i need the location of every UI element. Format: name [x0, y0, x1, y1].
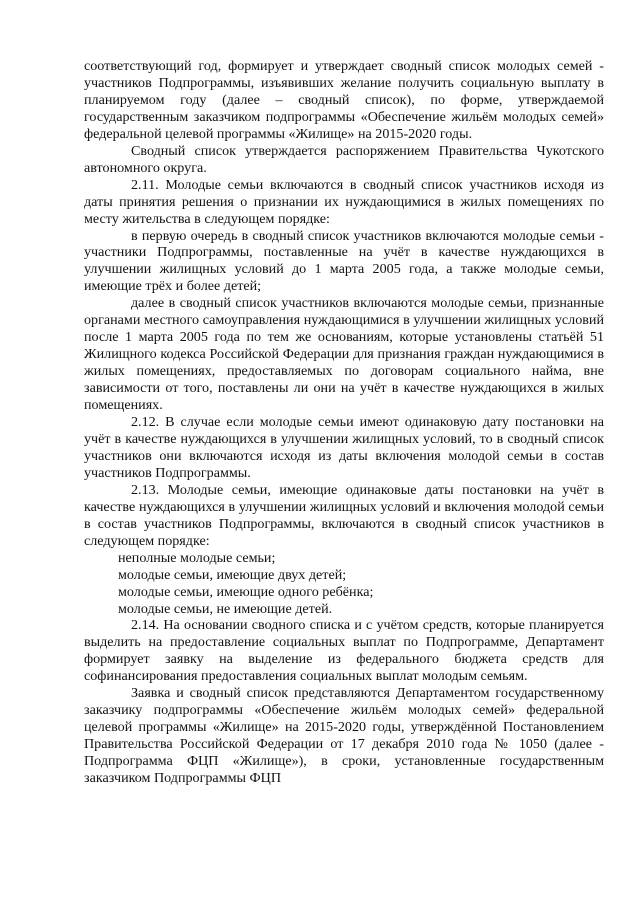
paragraph-application: Заявка и сводный список представляются Департаментом государственному заказчику подпрограммы «Обеспечение жильём молодых семей» федеральной целевой программы «Жилище» на 2015-2020 годы, утверждённой Постановлением Правительства Российской Федерации от 17 декабря 2010 года № 1050 (далее - Подпрограмма ФЦП «Жилище»), в сроки, установленные государственным заказчиком Подпрограммы ФЦП — [84, 685, 604, 787]
list-item: молодые семьи, имеющие одного ребёнка; — [118, 583, 374, 600]
paragraph-first-priority: в первую очередь в сводный список участников включаются молодые семьи - участники Подпрограммы, поставленные на учёт в качестве нуждающихся в улучшении жилищных условий до 1 марта 2005 года, а также молодые семьи, имеющие трёх и более детей; — [84, 227, 604, 295]
paragraph-2-13: 2.13. Молодые семьи, имеющие одинаковые даты постановки на учёт в качестве нуждающихся в улучшении жилищных условий и включения молодой семьи в состав участников Подпрограммы, включаются в сводный список участников в следующем порядке: — [84, 481, 604, 549]
paragraph-2-14: 2.14. На основании сводного списка и с учётом средств, которые планируется выделить на предоставление социальных выплат по Подпрограмме, Департамент формирует заявку на выделение из федерального бюджета средств для софинансирования предоставления социальных выплат молодым семьям. — [84, 617, 604, 685]
paragraph-approval: Сводный список утверждается распоряжением Правительства Чукотского автономного округа. — [84, 142, 604, 176]
list-item: молодые семьи, не имеющие детей. — [118, 600, 333, 617]
order-list — [84, 550, 604, 618]
document-page — [84, 58, 604, 787]
paragraph-2-12: 2.12. В случае если молодые семьи имеют одинаковую дату постановки на учёт в качестве нуждающихся в улучшении жилищных условий, то в сводный список участников они включаются исходя из даты включения молодой семьи в состав участников Подпрограммы. — [84, 414, 604, 481]
list-item: молодые семьи, имеющие двух детей; — [118, 566, 347, 583]
paragraph-next-priority: далее в сводный список участников включаются молодые семьи, признанные органами местного самоуправления нуждающимися в улучшении жилищных условий после 1 марта 2005 года по тем же основаниям, которые установлены статьёй 51 Жилищного кодекса Российской Федерации для признания граждан нуждающимися в жилых помещениях, предоставляемых по договорам социального найма, вне зависимости от того, поставлены ли они на учёт в качестве нуждающихся в жилых помещениях. — [84, 295, 604, 414]
paragraph-2-11: 2.11. Молодые семьи включаются в сводный список участников исходя из даты принятия решения о признании их нуждающимися в жилых помещениях по месту жительства в следующем порядке: — [84, 176, 604, 227]
list-item: неполные молодые семьи; — [118, 549, 276, 566]
paragraph-continuation: соответствующий год, формирует и утверждает сводный список молодых семей - участников Подпрограммы, изъявивших желание получить социальную выплату в планируемом году (далее – сводный список), по форме, утверждаемой государственным заказчиком подпрограммы «Обеспечение жильём молодых семей» федеральной целевой программы «Жилище» на 2015-2020 годы. — [84, 58, 604, 142]
